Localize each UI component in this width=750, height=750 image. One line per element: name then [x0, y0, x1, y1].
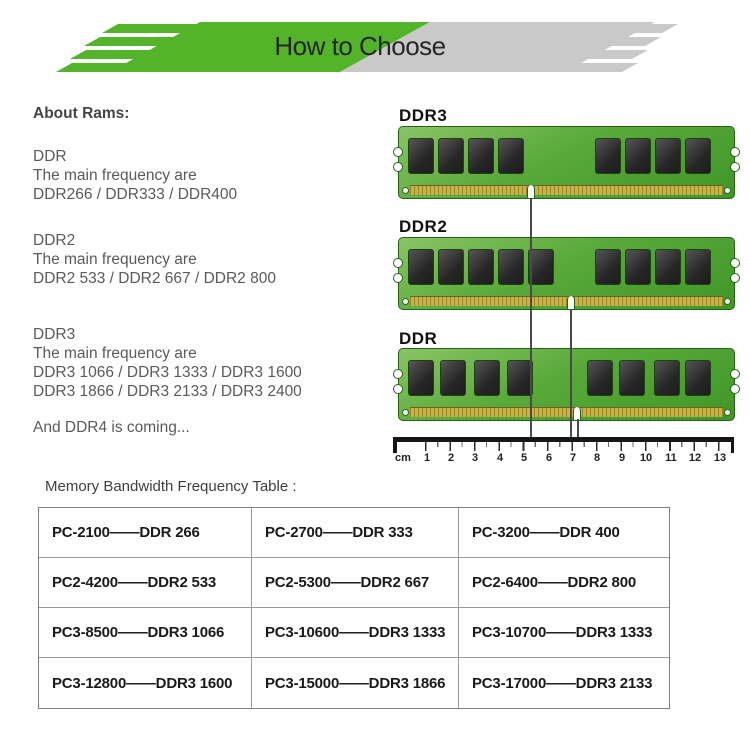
memory-chip	[587, 360, 613, 396]
edge-cutout	[393, 162, 403, 172]
ruler-label: cm	[395, 452, 411, 464]
ruler-label: 4	[496, 452, 504, 464]
memory-chip	[685, 249, 711, 285]
ddr-freq-intro: The main frequency are	[33, 167, 197, 184]
ddr2-freq-intro: The main frequency are	[33, 251, 197, 268]
edge-cutout	[393, 369, 403, 379]
corner-hole	[724, 298, 731, 305]
memory-bandwidth-table	[38, 507, 670, 709]
edge-cutout	[730, 273, 740, 283]
ddr3-freq-list2: DDR3 1866 / DDR3 2133 / DDR3 2400	[33, 383, 302, 400]
ddr-freq-list: DDR266 / DDR333 / DDR400	[33, 186, 238, 203]
ddr2-notch-guide-line	[570, 310, 572, 437]
ruler-label: 7	[569, 452, 577, 464]
edge-cutout	[730, 147, 740, 157]
ram-module-ddr	[398, 348, 735, 421]
ddr2-description	[33, 231, 373, 288]
memory-chip	[408, 360, 434, 396]
ddr3-freq-list: DDR3 1066 / DDR3 1333 / DDR3 1600	[33, 364, 302, 381]
ddr2-module-label: DDR2	[399, 217, 448, 236]
memory-chip	[685, 138, 711, 174]
edge-cutout	[393, 273, 403, 283]
key-notch	[527, 185, 535, 198]
page-title: How to Choose	[274, 31, 446, 61]
ruler-label: 9	[618, 452, 626, 464]
ddr-notch-guide-line	[577, 419, 579, 437]
edge-cutout	[730, 162, 740, 172]
gold-pins	[410, 185, 723, 195]
memory-chip	[438, 138, 464, 174]
memory-chip	[440, 360, 466, 396]
ddr-name: DDR	[33, 148, 67, 165]
edge-cutout	[393, 147, 403, 157]
ddr3-notch-guide-line	[530, 199, 532, 437]
about-rams-section	[33, 104, 373, 437]
ruler-label: 12	[688, 452, 702, 464]
table-cell: PC-3200——DDR 400	[459, 508, 669, 558]
memory-chip	[654, 360, 680, 396]
table-cell: PC3-8500——DDR3 1066	[39, 608, 252, 658]
memory-chip	[595, 249, 621, 285]
memory-chip	[408, 249, 434, 285]
gold-pins	[410, 407, 723, 417]
table-cell: PC3-17000——DDR3 2133	[472, 674, 653, 692]
cm-ruler	[393, 437, 734, 467]
edge-cutout	[393, 258, 403, 268]
edge-cutout	[393, 384, 403, 394]
table-cell: PC3-10700——DDR3 1333	[459, 608, 669, 658]
table-cell: PC3-10600——DDR3 1333	[252, 608, 459, 658]
corner-hole	[724, 187, 731, 194]
ruler-end-cap	[393, 437, 397, 453]
table-cell: PC2-6400——DDR2 800	[459, 558, 669, 608]
ddr-module-label: DDR	[399, 329, 438, 348]
memory-chip	[625, 249, 651, 285]
memory-chip	[474, 360, 500, 396]
ddr4-teaser: And DDR4 is coming...	[33, 419, 190, 436]
table-cell: PC3-15000——DDR3 1866	[252, 658, 459, 708]
ruler-end-cap	[731, 437, 735, 453]
corner-hole	[402, 298, 409, 305]
corner-hole	[402, 409, 409, 416]
ddr2-freq-list: DDR2 533 / DDR2 667 / DDR2 800	[33, 270, 276, 287]
memory-chip	[655, 138, 681, 174]
edge-cutout	[730, 258, 740, 268]
ruler-label: 8	[593, 452, 601, 464]
ddr3-description	[33, 325, 373, 401]
memory-chip	[498, 249, 524, 285]
memory-chip	[468, 138, 494, 174]
table-cell: PC3-12800——DDR3 1600	[39, 658, 252, 708]
ruler-label: 10	[639, 452, 653, 464]
ruler-label: 11	[665, 452, 677, 464]
ruler-label: 1	[423, 452, 431, 464]
memory-chip	[685, 360, 711, 396]
memory-chip	[619, 360, 645, 396]
table-cell: PC-2700——DDR 333	[252, 508, 459, 558]
table-cell: PC2-5300——DDR2 667	[252, 558, 459, 608]
ram-module-ddr3	[398, 126, 735, 199]
edge-cutout	[730, 369, 740, 379]
ddr3-module-label: DDR3	[399, 106, 448, 125]
ruler-label: 3	[471, 452, 479, 464]
ruler-minor-ticks	[437, 442, 719, 447]
table-title: Memory Bandwidth Frequency Table :	[45, 478, 297, 495]
memory-chip	[438, 249, 464, 285]
header-banner	[0, 22, 750, 72]
ddr2-name: DDR2	[33, 232, 76, 249]
ddr3-freq-intro: The main frequency are	[33, 345, 197, 362]
table-cell: PC2-4200——DDR2 533	[39, 558, 252, 608]
memory-chip	[625, 138, 651, 174]
memory-chip	[655, 249, 681, 285]
edge-cutout	[730, 384, 740, 394]
ruler-label: 2	[447, 452, 455, 464]
ruler-label: 6	[545, 452, 553, 464]
ruler-label: 13	[713, 452, 727, 464]
corner-hole	[724, 409, 731, 416]
ddr-description	[33, 147, 373, 204]
ruler-label: 5	[520, 452, 528, 464]
key-notch	[567, 296, 575, 309]
about-title: About Rams:	[33, 105, 130, 122]
memory-chip	[468, 249, 494, 285]
corner-hole	[402, 187, 409, 194]
ddr3-name: DDR3	[33, 326, 76, 343]
memory-chip	[498, 138, 524, 174]
memory-chip	[408, 138, 434, 174]
ram-module-ddr2	[398, 237, 735, 310]
table-cell: PC-2100——DDR 266	[39, 508, 252, 558]
memory-chip	[595, 138, 621, 174]
